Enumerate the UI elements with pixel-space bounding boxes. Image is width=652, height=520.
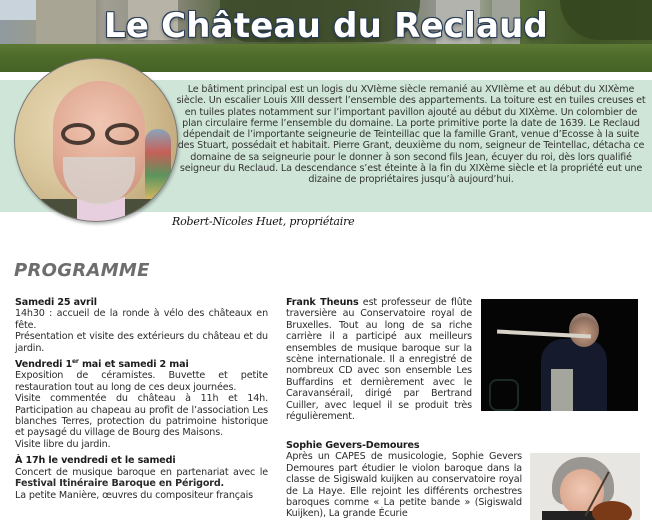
event-line: La petite Manière, œuvres du compositeur français — [15, 489, 254, 501]
event-text: Concert de musique baroque en partenariat avec le — [15, 466, 268, 478]
musician-bio-frank-theuns — [286, 297, 472, 422]
glasses-icon — [61, 123, 95, 145]
event-may-1-2 — [15, 359, 268, 450]
musician-name: Frank Theuns — [286, 297, 359, 308]
event-date-sup: er — [72, 357, 79, 365]
event-date-part: Vendredi 1 — [15, 359, 73, 371]
violin-icon — [592, 501, 632, 520]
flutist-head — [569, 313, 599, 347]
event-line: Exposition de céramistes. Buvette et petite restauration tout au long de ces deux journées. — [15, 370, 268, 393]
event-saturday-april-25 — [15, 297, 268, 354]
page-title: Le Château du Reclaud — [103, 6, 549, 46]
glasses-icon — [105, 123, 139, 145]
flutist-photo — [481, 299, 638, 411]
programme-schedule — [15, 297, 268, 506]
intro-text: Le bâtiment principal est un logis du XVIème siècle remanié au XVIIème et au début du XIXème siècle. Un escalier Louis XIII dessert l’ensemble des appartements. La toiture est en tuiles creuses et en tuiles plates notamment sur l’important pavillon ajouté au début du XIXème. Un colombier de plan circulaire ferme l’ensemble du domaine. La porte primitive porte la date de 1639. Le Reclaud dépendait de l’importante seigneurie de Teinteillac que la famille Grant, venue d’Ecosse à la suite des Stuart, possédait et habitait. Pierre Grant, deuxième du nom, seigneur de Teintellac, détacha ce domaine de sa seigneurie pour le donner à son second fils Jean, écuyer du roi, dès lors qualifié seigneur du Reclaud. La descendance s’est éteinte à la fin du XIXème siècle et la propriété eut une dizaine de propriétaires jusqu’à aujourd’hui. — [176, 84, 646, 186]
event-line — [15, 467, 268, 490]
event-date: À 17h le vendredi et le samedi — [15, 455, 176, 467]
musician-bio: est professeur de flûte traversière au Conservatoire royal de Bruxelles. Tout au long de sa riche carrière il a participé aux meilleurs ensembles de musique baroque sur la scène internationale. Il a enregistré de nombreux CD avec son ensemble Les Buffardins et dernièrement avec le Caravansérail, dirigé par Bertrand Cuiller, avec lequel il se produit très régulièrement. — [286, 297, 472, 423]
stained-glass-window — [145, 129, 171, 199]
event-date — [15, 359, 268, 370]
flutist-scarf — [551, 369, 573, 411]
musician-bio-sophie-gevers-demoures — [286, 440, 522, 520]
event-line: Visite commentée du château à 11h et 14h. Participation au chapeau au profit de l’association Les blanches Terres, protection du patrimoine historique et paysagé du village de Bourg des Maisons. — [15, 393, 268, 439]
event-line: Visite libre du jardin. — [15, 438, 111, 450]
violinist-photo — [530, 453, 640, 520]
music-stand — [489, 379, 519, 411]
event-line: Présentation et visite des extérieurs du château et du jardin. — [15, 331, 268, 354]
event-date-part: mai et samedi 2 mai — [78, 359, 189, 371]
owner-portrait — [14, 58, 178, 222]
festival-name: Festival Itinéraire Baroque en Périgord. — [15, 478, 225, 490]
musician-name: Sophie Gevers-Demoures — [286, 440, 420, 451]
owner-signature: Robert-Nicoles Huet, propriétaire — [172, 215, 355, 228]
musician-bio: Après un CAPES de musicologie, Sophie Gevers Demoures part étudier le violon baroque dans la classe de Sigiswald kuijken au conservatoire royal de La Haye. Elle rejoint les différents orchestres baroques comme « La petite bande » (Sigiswald Kuijken), La grande Écurie — [286, 451, 522, 520]
event-date: Samedi 25 avril — [15, 297, 97, 308]
programme-heading: PROGRAMME — [14, 260, 150, 281]
event-concert — [15, 455, 268, 501]
event-line: 14h30 : accueil de la ronde à vélo des châteaux en fête. — [15, 308, 268, 331]
